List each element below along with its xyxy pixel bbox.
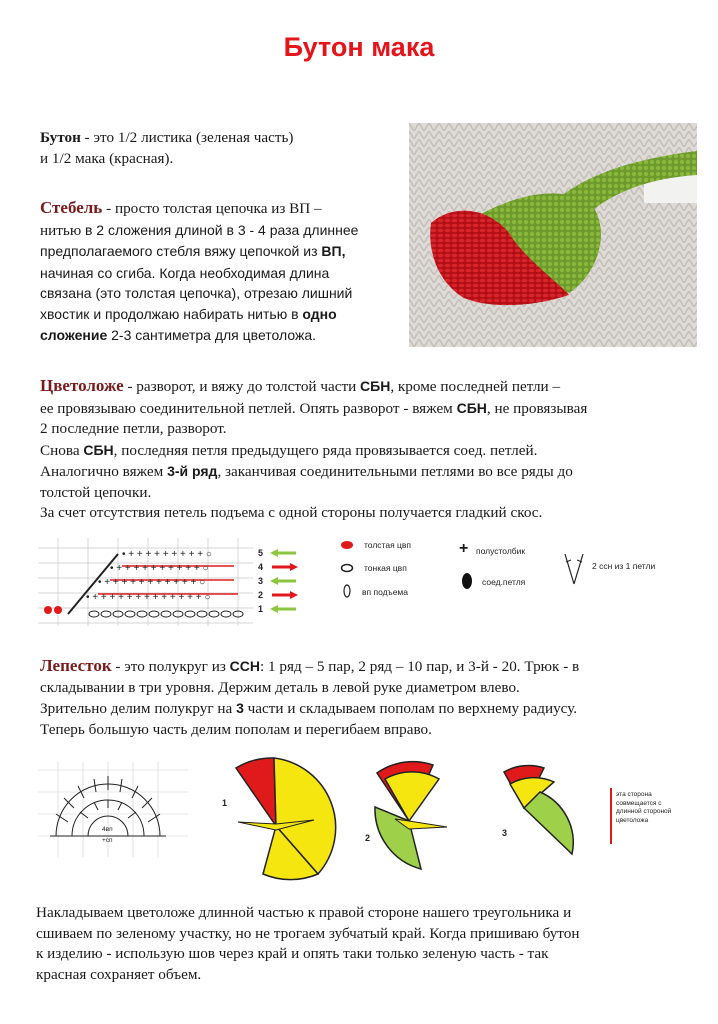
fold-step-2 xyxy=(355,757,465,872)
legend-thin-chain: тонкая цвп xyxy=(364,563,407,573)
legend-slip-stitch: соед.петля xyxy=(482,577,526,587)
thick-chain-dot xyxy=(54,606,62,614)
stem-paragraph: Стебель - просто толстая цепочка из ВП – нитью в 2 сложения длиной в 3 - 4 раза длиннее предполагаемого стебля вяжу цепочкой из ВП, начиная со сгиба. Когда необходимая длина связана (это толстая цепочка), отрезаю лишний хвостик и продолжаю набирать нитью в одно сложение 2-3 сантиметра для цветоложа. xyxy=(40,198,359,343)
row-number: 2 xyxy=(258,590,264,600)
stitch-rows xyxy=(68,549,238,614)
thick-chain-dot xyxy=(44,606,52,614)
chain-row xyxy=(89,611,243,617)
two-dc-icon xyxy=(563,552,585,586)
legend-two-dc: 2 ссн из 1 петли xyxy=(592,561,656,571)
petal-stitch-chart xyxy=(38,762,188,857)
center-label-top: 4вп xyxy=(102,826,113,833)
petal-heading: Лепесток xyxy=(40,656,112,675)
step-number: 1 xyxy=(222,798,228,808)
svg-text:• + + + + + + + + + + + + + ○: • + + + + + + + + + + + + + ○ xyxy=(86,592,211,603)
svg-text:• + + + + + + + + + + ○: • + + + + + + + + + + ○ xyxy=(110,563,209,574)
receptacle-heading: Цветоложе xyxy=(40,376,124,395)
svg-text:• + + + + + + + + + + + ○: • + + + + + + + + + + + ○ xyxy=(98,577,206,588)
turning-chain-icon xyxy=(342,583,352,599)
slip-stitch-icon xyxy=(461,572,473,590)
receptacle-paragraph: Цветоложе - разворот, и вяжу до толстой части СБН, кроме последней петли – ее провязываю соединительной петлей. Опять разворот - вяжем СБН, не провязывая 2 последние петли, разворот. Снова СБН, последняя петля предыдущего ряда провязывается соед. петлей. Аналогично вяжем 3-й ряд, заканчивая соединительными петлями во все ряды до толстой цепочки. За счет отсутствия петель подъема с одной стороны получается гладкий скос. xyxy=(40,376,588,521)
fold-step-3 xyxy=(494,762,604,862)
row-numbers xyxy=(258,548,263,614)
receptacle-chart xyxy=(38,538,308,628)
half-stitch-icon: + xyxy=(459,540,469,557)
final-paragraph: Накладываем цветоложе длинной частью к правой стороне нашего треугольника и сшиваем по зеленому участку, но не трогаем зубчатый край. Когда пришиваю бутон к изделию - использую шов через край и опять таки только зеленую часть - так красная сохраняет объем. xyxy=(36,904,580,983)
legend-turning-chain: вп подъема xyxy=(362,587,409,597)
stem-heading: Стебель xyxy=(40,198,103,217)
legend-thick-chain: толстая цвп xyxy=(364,540,412,550)
step-number: 3 xyxy=(502,828,508,838)
petal-paragraph: Лепесток - это полукруг из ССН: 1 ряд – 5 пар, 2 ряд – 10 пар, и 3-й - 20. Трюк - в складывании в три уровня. Держим деталь в левой руке диаметром влево. Зрительно делим полукруг на 3 части и складываем пополам по верхнему радиусу. Теперь большую часть делим пополам и перегибаем вправо. xyxy=(40,656,580,738)
row-number: 5 xyxy=(258,548,264,558)
step-number: 2 xyxy=(365,833,371,843)
thin-chain-icon xyxy=(340,563,354,573)
intro-term: Бутон xyxy=(40,129,81,146)
fold-note: эта сторона совмещается с длинной стороной цветоложа xyxy=(616,791,672,824)
note-marker-line xyxy=(610,788,612,844)
row-number: 4 xyxy=(258,562,264,572)
svg-text:• + + + + + + + + + ○: • + + + + + + + + + ○ xyxy=(122,549,212,560)
row-number: 3 xyxy=(258,576,264,586)
intro-paragraph: Бутон - это 1/2 листика (зеленая часть) и 1/2 мака (красная). xyxy=(40,129,294,167)
page-title: Бутон мака xyxy=(283,32,435,62)
thick-chain-icon xyxy=(340,540,354,550)
bud-photo xyxy=(409,123,697,347)
fold-step-1 xyxy=(218,752,348,882)
center-label-bottom: +сп xyxy=(102,837,113,844)
legend-half-stitch: полустолбик xyxy=(476,546,526,556)
row-number: 1 xyxy=(258,604,264,614)
direction-arrows xyxy=(270,549,298,613)
